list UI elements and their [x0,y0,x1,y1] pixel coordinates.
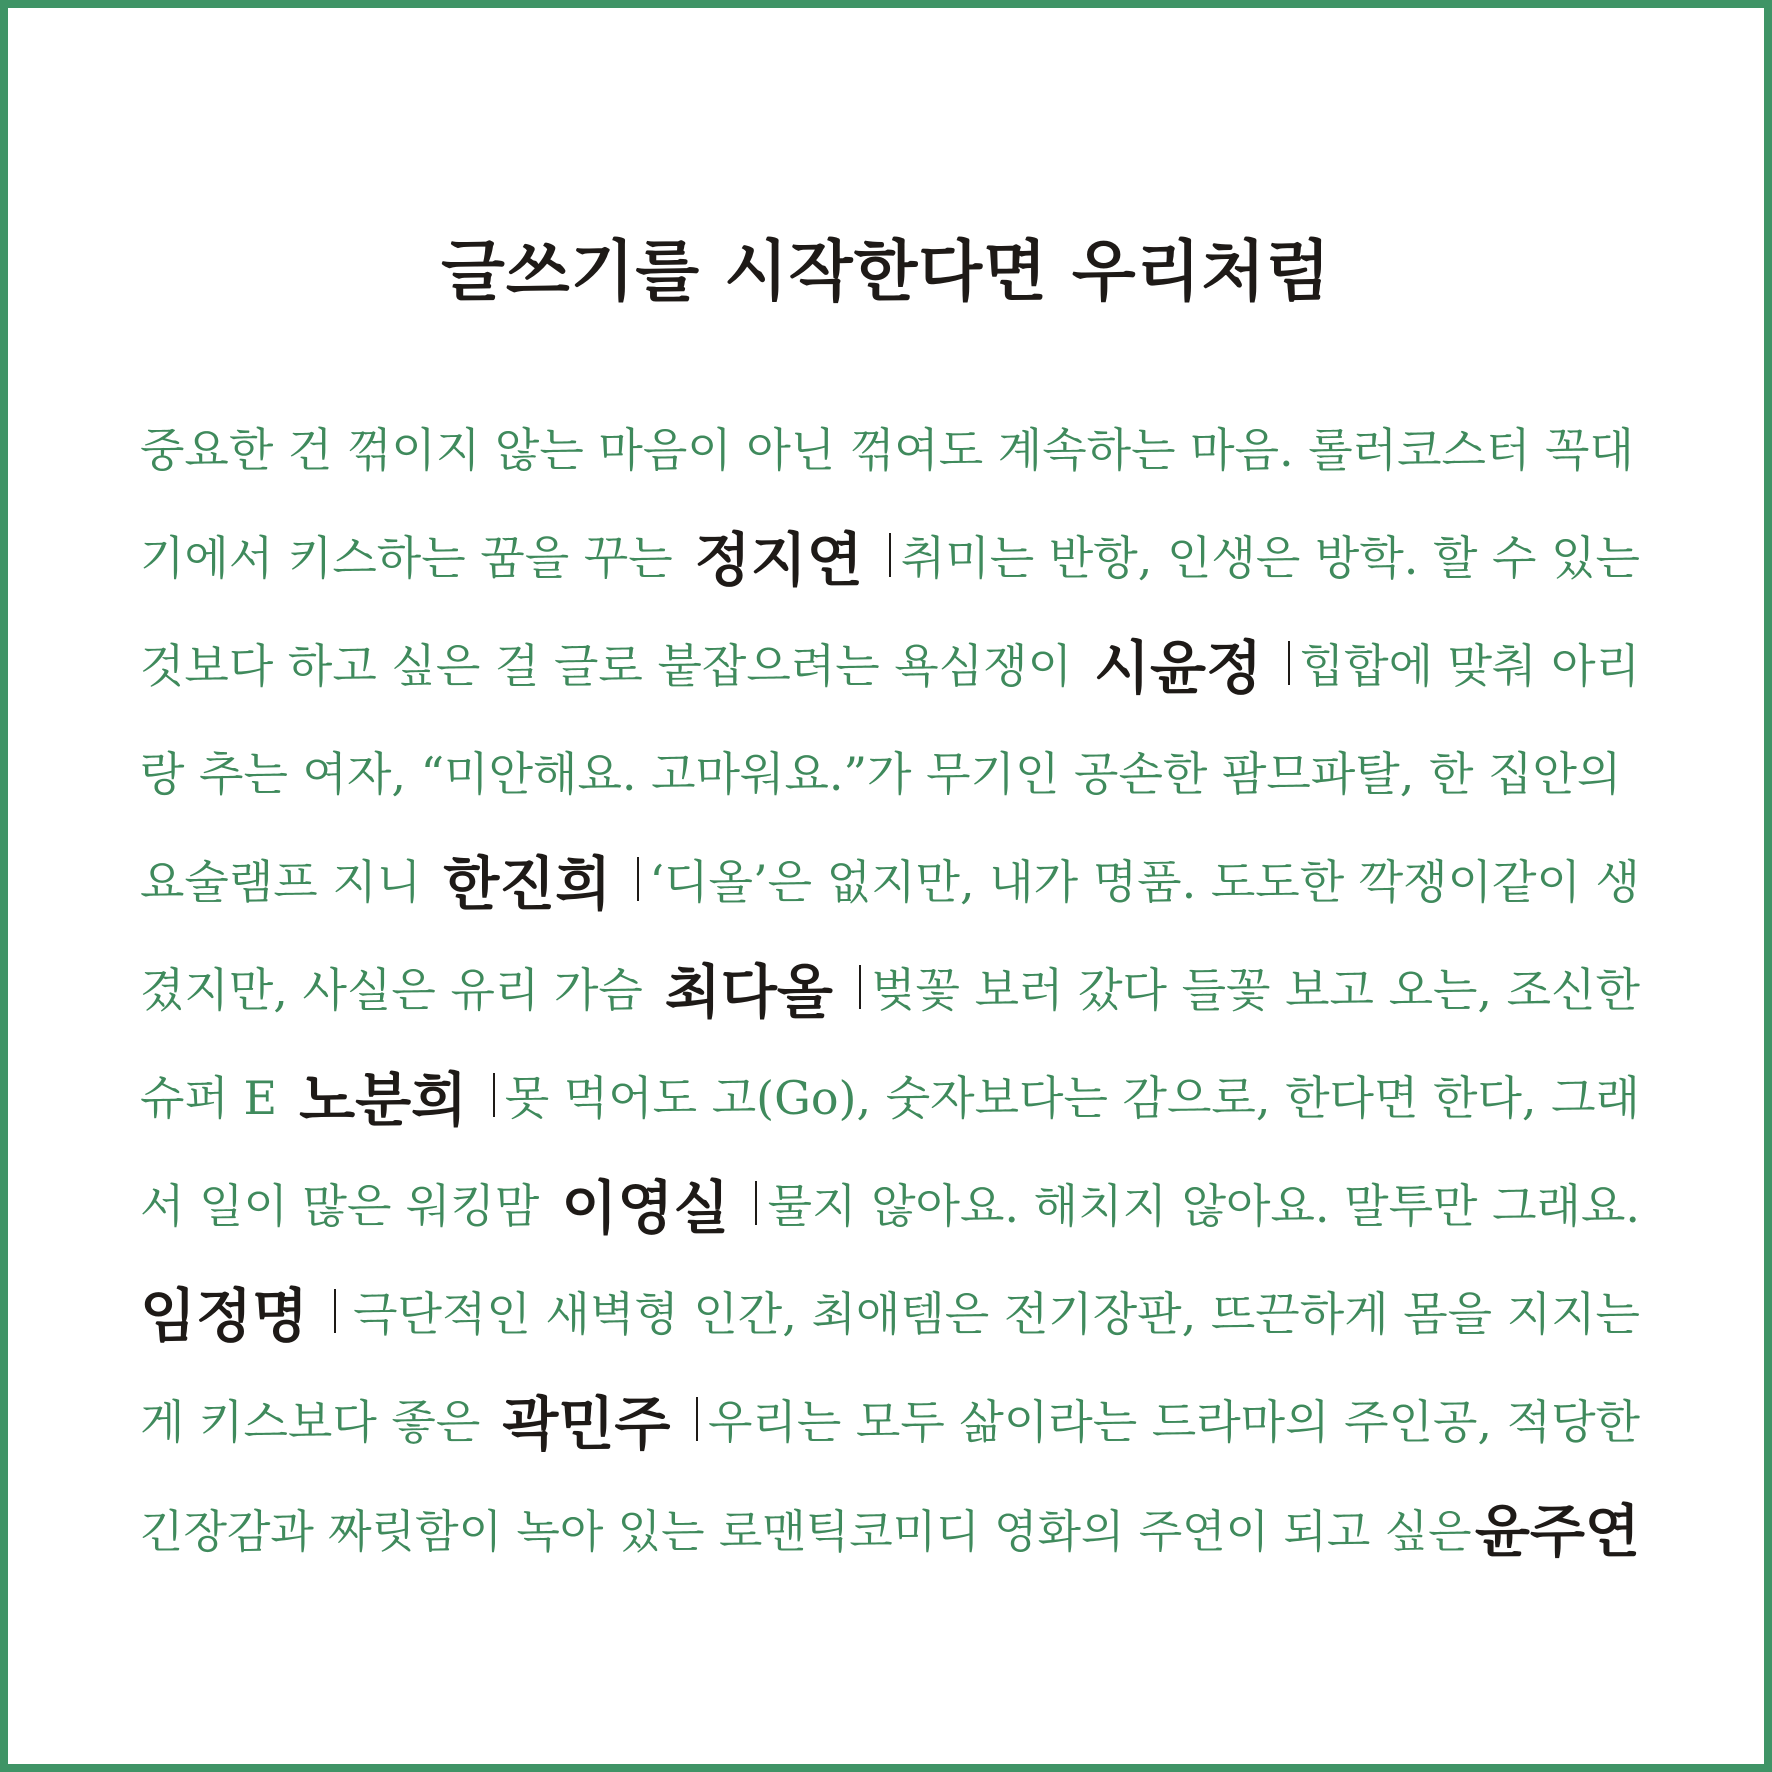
separator-bar [493,1073,495,1117]
line-text: 극단적인 새벽형 인간, 최애템은 전기장판, 뜨끈하게 몸을 지지는 [353,1287,1640,1341]
text-line [140,1473,1640,1581]
text-line [140,1257,1640,1365]
author-introduction-text [140,393,1640,1581]
text-line [140,825,1640,933]
text-line [140,393,1640,501]
line-text: 랑 추는 여자, “미안해요. 고마워요.”가 무기인 공손한 팜므파탈, 한 집안의 [140,747,1622,801]
separator-bar [859,965,861,1009]
line-text: 겼지만, 사실은 유리 가슴 [140,963,643,1017]
line-text: 긴장감과 짜릿함이 녹아 있는 로맨틱코미디 영화의 주연이 되고 싶은 [140,1504,1472,1558]
author-name: 윤주연 [1474,1498,1640,1565]
text-line [140,609,1640,717]
author-name: 정지연 [694,526,863,594]
text-line [140,501,1640,609]
separator-bar [696,1397,698,1441]
author-name: 이영실 [561,1174,730,1242]
separator-bar [1288,641,1290,685]
text-line [140,933,1640,1041]
line-text: 서 일이 많은 워킹맘 [140,1179,540,1233]
line-text: 요술램프 지니 [140,855,422,909]
line-text: 게 키스보다 좋은 [140,1395,481,1449]
text-line [140,1365,1640,1473]
line-text: 물지 않아요. 해치지 않아요. 말투만 그래요. [767,1179,1640,1233]
line-text: 취미는 반항, 인생은 방학. 할 수 있는 [900,531,1640,585]
line-text: 기에서 키스하는 꿈을 꾸는 [140,531,673,585]
separator-bar [889,533,891,577]
line-text: 우리는 모두 삶이라는 드라마의 주인공, 적당한 [707,1395,1640,1449]
line-text: 못 먹어도 고(Go), 숫자보다는 감으로, 한다면 한다, 그래 [504,1071,1640,1125]
line-text: 것보다 하고 싶은 걸 글로 붙잡으려는 욕심쟁이 [140,639,1073,693]
author-name: 임정명 [140,1282,309,1350]
author-name: 곽민주 [502,1390,671,1458]
author-name: 시윤정 [1094,634,1263,702]
line-text: ‘디올’은 없지만, 내가 명품. 도도한 깍쟁이같이 생 [649,855,1640,909]
separator-bar [334,1289,336,1333]
text-line [140,1149,1640,1257]
separator-bar [755,1181,757,1225]
text-line [140,717,1640,825]
text-line [140,1041,1640,1149]
line-text: 중요한 건 꺾이지 않는 마음이 아닌 꺾여도 계속하는 마음. 롤러코스터 꼭대 [140,423,1634,477]
author-name: 최다올 [664,958,833,1026]
author-name: 노분희 [299,1066,468,1134]
line-text: 슈퍼 E [140,1071,278,1125]
separator-bar [637,857,639,901]
author-name: 한진희 [443,850,612,918]
page-title: 글쓰기를 시작한다면 우리처럼 [441,232,1331,310]
line-text: 힙합에 맞춰 아리 [1299,639,1640,693]
line-text: 벚꽃 보러 갔다 들꽃 보고 오는, 조신한 [871,963,1640,1017]
